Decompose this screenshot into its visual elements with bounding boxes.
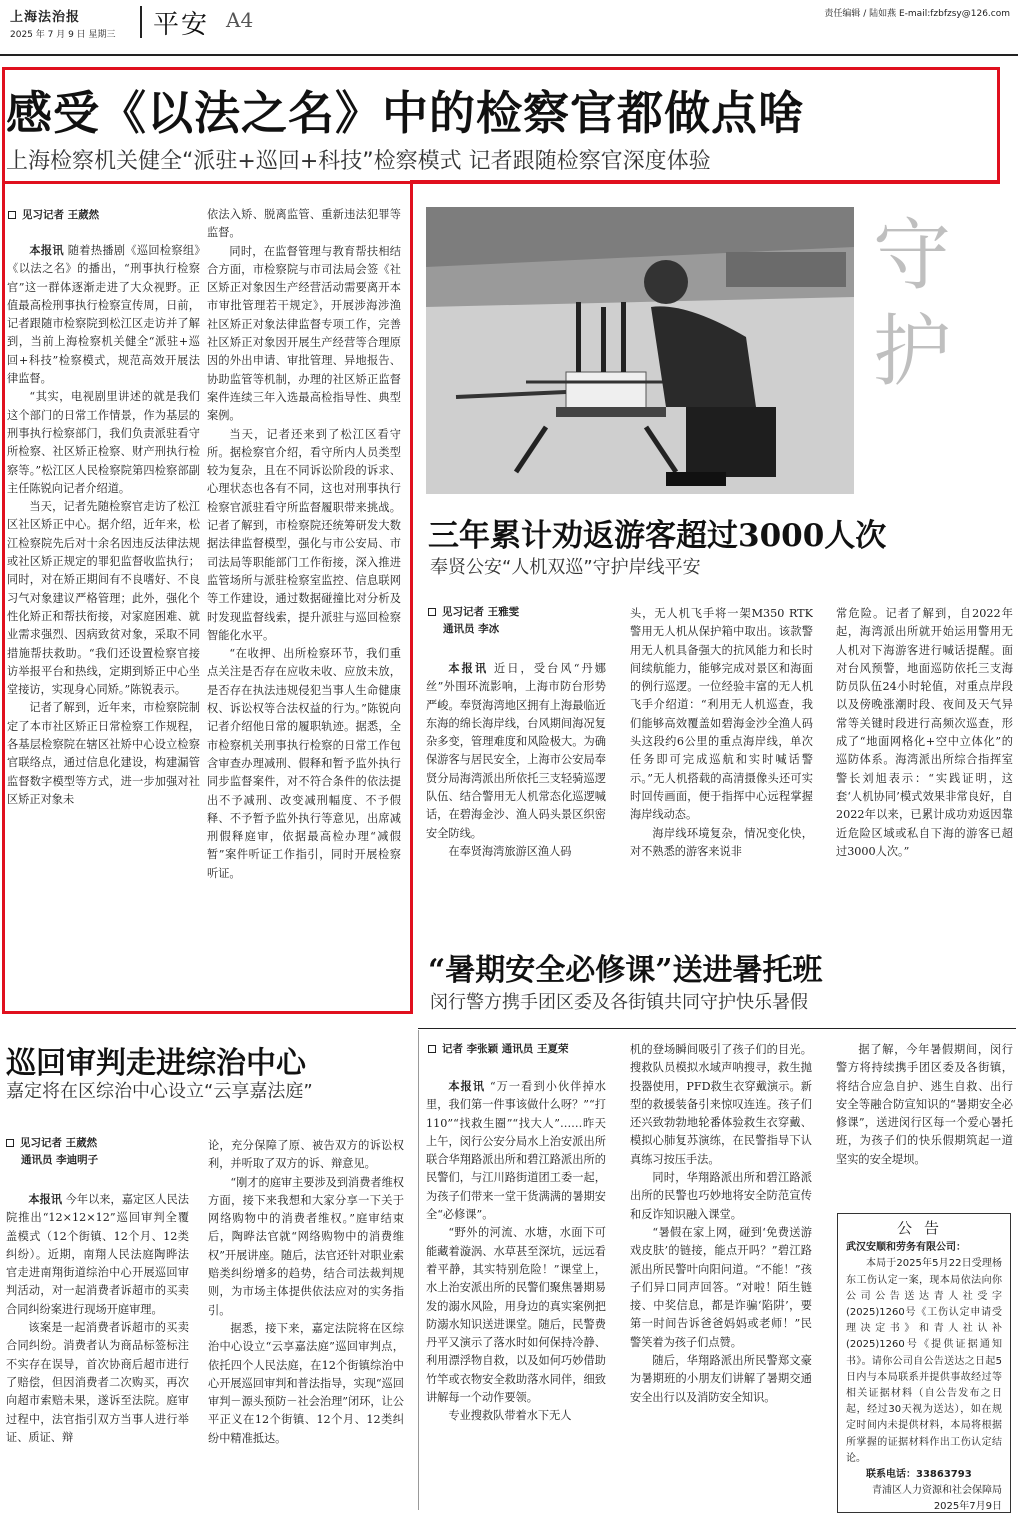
lead-col1-para-3: 当天，记者先随检察官走访了松江区社区矫正中心。据介绍，近年来，松江检察院先后对十余名因违反法律法规或社区矫正规定的罪犯监督收监执行；同时，对在矫正期间有不良嗜好、不良习气对象建议严格管理；此外，强化个性化矫正和帮扶衔接，对家庭困难、就业需求强烈、因病致贫对象，采取不同措施帮扶救助。“我们还设置检察官接访举报平台和热线，定期到矫正中心坐堂接访，实现身心同矫。”陈锐表示。 — [7, 500, 200, 697]
summer-col1-para-1: 本报讯 “万一看到小伙伴掉水里，我们第一件事该做什么呀？”“打110”“找救生圈”“找大人”……昨天上午，闵行公安分局水上治安派出所联合华翔路派出所和碧江路派出所的民警们，与江川路街道团工委一起，为孩子们带来一堂干货满满的暑期安全“必修课”。 — [426, 1080, 606, 1222]
highlight-top-edge — [410, 180, 1000, 183]
lead-col2-para-3: 当天，记者还来到了松江区看守所。据检察官介绍，看守所内人员类型较为复杂，且在不同诉讼阶段的诉求、心理状态也各有不同，这也对刑事执行检察官派驻看守所监督履职带来挑战。记者了解到，市检察院还统筹研发大数据法律监督模型，强化与市公安局、市司法局等职能部门工作衔接，深入推进监管场所与派驻检察室监控、信息联网等工作建设，通过数据碰撞比对分析及时发现监督线索，提升派驻与巡回检察智能化水平。 — [207, 427, 401, 642]
summer-col2-para-2: 同时，华翔路派出所和碧江路派出所的民警也巧妙地将安全防范宣传和反诈知识融入课堂。 — [630, 1171, 812, 1221]
drone-col3-para-1: 常危险。记者了解到，自2022年起，海湾派出所就开始运用警用无人机对下海游客进行喊话提醒。面对台风预警，地面巡防依托三支海防员队伍24小时轮值，对重点岸段以及傍晚涨潮时段、夜间及天气异常等关键时段进行高频次巡查，形成了“地面网格化+空中立体化”的巡防体系。海湾派出所综合指挥室警长刘旭表示：“实践证明，这套‘人机协同’模式效果非常良好，自2022年以来，已累计成功劝返因靠近危险区域或私自下海的游客已超过3000人次。” — [836, 607, 1013, 858]
trial-story-subheadline: 嘉定将在区综治中心设立“云享嘉法庭” — [6, 1081, 313, 1102]
lead-headline: 感受《以法之名》中的检察官都做点啥 — [6, 86, 805, 140]
drone-story-subheadline: 奉贤公安“人机双巡”守护岸线平安 — [430, 557, 701, 578]
dateline-label: 本报讯 — [448, 662, 489, 675]
public-notice — [837, 1213, 1011, 1513]
lead-byline: 见习记者 王葳然 — [8, 207, 99, 224]
notice-title: 公告 — [896, 1219, 951, 1237]
summer-story-rule — [418, 1028, 1016, 1029]
summer-column-1 — [426, 1078, 606, 1510]
lead-column-1 — [7, 242, 200, 1007]
drone-story-byline: 见习记者 王雅雯 通讯员 李冰 — [428, 604, 519, 638]
lead-col2-para-2: 同时，在监督管理与教育帮扶相结合方面，市检察院与市司法局会签《社区矫正对象因生产经营活动需要离开本市审批管理若干规定》，开展涉海涉渔社区矫正对象法律监督专项工作，完善社区矫正对象因开展生产经营等合理原因的外出申请、审批管理、异地报告、协助监管等机制，办理的社区矫正监督案件连续三年入选最高检指导性、典型案例。 — [207, 244, 401, 423]
summer-story-subheadline: 闵行警方携手团区委及各街镇共同守护快乐暑假 — [430, 992, 808, 1013]
dateline-label: 本报讯 — [29, 244, 64, 257]
summer-col1-para-2: “野外的河流、水塘，水面下可能藏着漩涡、水草甚至深坑，远远看着平静，其实特别危险！”课堂上，水上治安派出所的民警们聚焦暑期易发的溺水风险，用身边的真实案例把防溺水知识送进课堂。随后，民警费丹平又演示了落水时如何保持冷静、利用漂浮物自救，以及如何巧妙借助竹竿或衣物安全救助落水同伴，细致讲解每一个动作要领。 — [426, 1226, 606, 1405]
trial-col2-para-3: 据悉，接下来，嘉定法院将在区综治中心设立“云享嘉法庭”巡回审判点，依托四个人民法庭，在12个街镇综治中心开展巡回审判和普法指导，实现“巡回审判－源头预防－社会治理”闭环，让公平正义在12个街镇、12个月、12类纠纷中精准抵达。 — [208, 1321, 404, 1445]
drone-col2-para-2: 海岸线环境复杂，情况变化快，对不熟悉的游客来说非 — [630, 826, 813, 858]
summer-col2-para-4: 随后，华翔路派出所民警郑文豪为暑期班的小朋友们讲解了暑期交通安全出行以及消防安全知识。 — [630, 1354, 812, 1404]
summer-column-3 — [836, 1041, 1013, 1201]
calligraphy-guard: 守护 — [872, 211, 951, 397]
summer-story-headline: “暑期安全必修课”送进暑托班 — [428, 953, 823, 988]
editor-line: 责任编辑 / 陆如燕 E-mail:fzbfzsy@126.com — [824, 9, 1010, 19]
drone-col1-para-1: 本报讯 近日，受台风“丹娜丝”外围环流影响，上海市防台形势严峻。奉贤海湾地区拥有上海最临近东海的绵长海岸线，台风期间海况复杂多变，管理难度和风险极大。为确保游客与居民安全，上海市公安局奉贤分局海湾派出所依托三支轻骑巡逻队伍、结合警用无人机常态化巡逻喊话，在碧海金沙、渔人码头景区织密安全防线。 — [426, 662, 606, 840]
drone-column-1 — [426, 660, 606, 910]
masthead-rule — [0, 54, 1018, 56]
section-name: 平安 — [153, 10, 210, 40]
drone-col2-para-1: 头，无人机飞手将一架M350 RTK警用无人机从保护箱中取出。该款警用无人机具备强大的抗风能力和长时间续航能力，能够完成对景区和海面的例行巡逻。一位经验丰富的无人机飞手介绍道：“利用无人机巡查，我们能够高效覆盖如碧海金沙全渔人码头这段约6公里的重点海岸线，单次任务即可完成巡航和实时喊话警示。”无人机搭载的高清摄像头还可实时回传画面，便于指挥中心远程掌握海岸线动态。 — [630, 607, 813, 822]
drone-col1-para-2: 在奉贤海湾旅游区渔人码 — [448, 844, 572, 858]
notice-phone: 联系电话：33863793 — [866, 1469, 972, 1481]
trial-column-2 — [208, 1137, 404, 1511]
drone-officer-photo — [426, 207, 854, 494]
drone-column-3 — [836, 605, 1013, 910]
trial-story-byline: 见习记者 王葳然 通讯员 李迪明子 — [6, 1135, 98, 1169]
trial-story-headline: 巡回审判走进综治中心 — [6, 1046, 306, 1081]
lead-col2-para-1: 依法入矫、脱离监管、重新违法犯罪等监督。 — [207, 208, 401, 240]
summer-col1-para-3: 专业搜救队带着水下无人 — [448, 1409, 572, 1423]
lead-col1-para-2: “其实，电视剧里讲述的就是我们这个部门的日常工作情景，作为基层的刑事执行检察部门，我们负责派驻看守所检察、社区矫正检察、财产刑执行检察等。”松江区人民检察院第四检察部副主任陈锐向记者介绍道。 — [7, 390, 200, 495]
summer-col2-para-3: “暑假在家上网，碰到‘免费送游戏皮肤’的链接，能点开吗？”碧江路派出所民警叶向阳问道。“不能！”孩子们异口同声回答。“对啦！陌生链接、中奖信息，都是诈骗‘陷阱’，要第一时间告诉爸爸妈妈或老师！”民警笑着为孩子们点赞。 — [630, 1225, 812, 1349]
trial-column-1 — [6, 1191, 189, 1511]
summer-col2-para-1: 机的登场瞬间吸引了孩子们的目光。搜救队员模拟水域声呐搜寻，救生抛投器使用，PFD救生衣穿戴演示。新型的救援装备引来惊叹连连。孩子们还兴致勃勃地轮番体验救生衣穿戴、模拟心肺复苏演练，在民警指导下认真练习按压手法。 — [630, 1043, 812, 1166]
summer-col3-para-1: 据了解，今年暑假期间，闵行警方将持续携手团区委及各街镇，将结合应急自护、逃生自救、出行安全等融合防宣知识的“暑期安全必修课”，送进闵行区每一个爱心暑托班，为孩子们的快乐假期筑起一道坚实的安全堤坝。 — [836, 1043, 1013, 1166]
drone-story-headline: 三年累计劝返游客超过3000人次 — [428, 518, 887, 554]
notice-date: 2025年7月9日 — [933, 1501, 1002, 1513]
trial-col2-para-1: 论，充分保障了原、被告双方的诉讼权利，并听取了双方的诉、辩意见。 — [208, 1139, 404, 1171]
summer-column-2 — [630, 1041, 812, 1510]
trial-col1-para-1: 本报讯 今年以来，嘉定区人民法院推出“12×12×12”巡回审判全覆盖模式（12个街镇、12个月、12类纠纷）。近期，南翔人民法庭陶晔法官走进南翔街道综治中心开展巡回审判活动，对一起消费者诉超市的买卖合同纠纷案进行现场开庭审理。 — [6, 1193, 189, 1316]
lead-col2-para-4: “在收押、出所检察环节，我们重点关注是否存在应收未收、应放未放，是否存在执法违规侵犯当事人生命健康权、诉讼权等合法权益的行为。”陈锐向记者介绍他日常的履职轨迹。据悉，全市检察机关刑事执行检察的日常工作包含审查办理减刑、假释和暂予监外执行同步监督案件，对不符合条件的依法提出不予减刑、改变减刑幅度、不予假释、不予暂予监外执行等意见，出席减刑假释庭审，依据最高检办理“减假暂”案件听证工作指引，同时开展检察听证。 — [207, 647, 401, 880]
photo-illustration — [426, 207, 854, 494]
lead-col1-para-4: 记者了解到，近年来，市检察院制定了本市社区矫正日常检察工作规程，各基层检察院在辖区社矫中心设立检察官联络点，通过信息化建设，构建漏管监督数字模型等方式，进一步加强对社区矫正对象未 — [7, 701, 200, 806]
summer-story-byline: 记者 李张颖 通讯员 王夏荣 — [428, 1041, 568, 1058]
notice-addressee: 武汉安顺和劳务有限公司： — [846, 1242, 966, 1254]
issue-date: 2025 年 7 月 9 日 星期三 — [10, 30, 116, 40]
newspaper-logo: 上海法治报 — [10, 10, 81, 25]
masthead-divider — [140, 6, 142, 38]
notice-body: 本局于2025年5月22日受理杨东工伤认定一案，现本局依法向你公司公告送达青人社受字(2025)1260号《工伤认定申请受理决定书》和青人社认补(2025)1260号《提供证据通知书》。请你公司自公告送达之日起5日内与本局联系并提供事故经过等相关证据材料（自公告发布之日起，经过30天视为送达），如在规定时间内未提供材料，本局将根据所掌握的证据材料作出工伤认定结论。 — [846, 1258, 1002, 1464]
lead-col1-para-1: 本报讯 随着热播剧《巡回检察组》《以法之名》的播出，“刑事执行检察官”这一群体逐渐走进了大众视野。正值最高检刑事执行检察宣传周，日前，记者跟随市检察院到松江区走访并了解到，当前上海检察机关健全“派驻+巡回+科技”检察模式，规范高效开展法律监督。 — [7, 244, 200, 386]
lead-column-2 — [207, 206, 401, 1006]
column-rule — [418, 1030, 419, 1510]
trial-col1-para-2: 该案是一起消费者诉超市的买卖合同纠纷。消费者认为商品标签标注不实存在误导，首次协商后超市进行了赔偿，但因消费者二次购买，再次向超市索赔未果，遂诉至法院。庭审过程中，法官指引双方当事人进行举证、质证、辩 — [6, 1321, 189, 1444]
dateline-label: 本报讯 — [28, 1193, 63, 1206]
lead-subheadline: 上海检察机关健全“派驻+巡回+科技”检察模式 记者跟随检察官深度体验 — [6, 149, 711, 174]
trial-col2-para-2: “刚才的庭审主要涉及到消费者维权方面，接下来我想和大家分享一下关于网络购物中的消费者维权。”庭审结束后，陶晔法官就“网络购物中的消费维权”开展讲座。随后，法官还针对职业索赔类纠纷增多的趋势，结合司法裁判规则，为市场主体提供依法应对的实务指引。 — [208, 1175, 404, 1317]
dateline-label: 本报讯 — [448, 1080, 486, 1093]
notice-issuer: 青浦区人力资源和社会保障局 — [872, 1485, 1002, 1497]
drone-column-2 — [630, 605, 813, 910]
page-number: A4 — [226, 8, 254, 32]
